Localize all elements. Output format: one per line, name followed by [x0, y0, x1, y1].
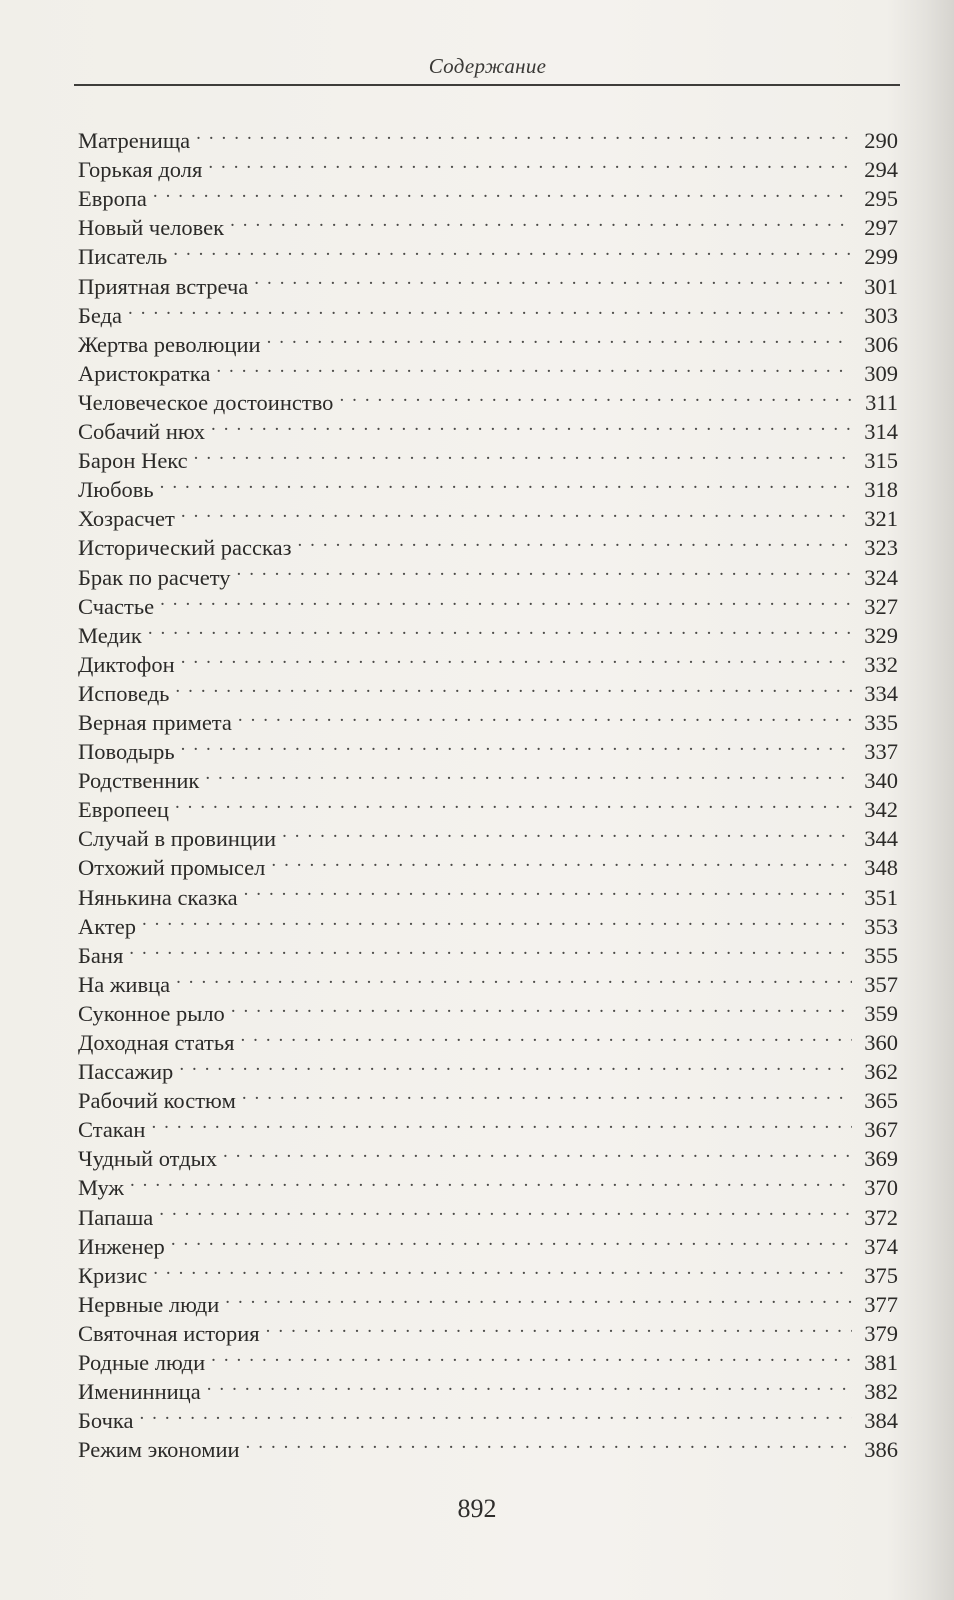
toc-entry-title: Жертва революции — [78, 331, 261, 357]
toc-entry-page: 303 — [864, 302, 898, 328]
toc-entry-page: 381 — [864, 1350, 898, 1376]
toc-dot-leader — [130, 1166, 852, 1195]
toc-dot-leader — [297, 526, 852, 555]
toc-entry-title: Поводырь — [78, 739, 175, 765]
toc-entry-page: 329 — [864, 622, 898, 648]
toc-entry-title: Баня — [78, 942, 124, 968]
toc-entry-title: Актер — [78, 913, 136, 939]
toc-entry-page: 299 — [864, 244, 898, 270]
running-header: Содержание — [428, 54, 547, 78]
toc-entry-page: 355 — [864, 942, 898, 968]
toc-entry — [78, 468, 898, 503]
toc-dot-leader — [238, 701, 852, 730]
toc-entry — [78, 905, 898, 939]
toc-entry — [78, 177, 898, 212]
toc-entry-title: Новый человек — [78, 215, 225, 241]
toc-entry-page: 367 — [864, 1117, 898, 1143]
toc-entry-page: 370 — [864, 1175, 898, 1201]
toc-entry — [78, 992, 898, 1026]
toc-entry-title: Хозрасчет — [78, 506, 175, 532]
toc-entry-page: 372 — [864, 1204, 898, 1230]
toc-entry-page: 332 — [864, 651, 898, 677]
toc-entry — [78, 1079, 898, 1114]
toc-dot-leader — [216, 352, 852, 381]
toc-dot-leader — [225, 1283, 852, 1312]
toc-entry — [78, 701, 898, 735]
toc-dot-leader — [231, 992, 852, 1021]
toc-entry — [78, 1283, 898, 1317]
toc-entry-title: Инженер — [78, 1233, 165, 1259]
toc-dot-leader — [267, 323, 852, 352]
toc-entry-page: 386 — [864, 1437, 898, 1463]
toc-entry-page: 375 — [864, 1262, 898, 1288]
toc-entry-page: 351 — [864, 884, 898, 910]
toc-entry-title: Режим экономии — [78, 1437, 240, 1463]
toc-entry-page: 369 — [864, 1146, 898, 1172]
toc-entry — [78, 1428, 898, 1463]
toc-entry-title: Кризис — [78, 1262, 148, 1288]
toc-dot-leader — [207, 1370, 852, 1399]
toc-entry-title: Аристократка — [78, 360, 211, 386]
toc-dot-leader — [160, 468, 852, 497]
toc-entry-page: 374 — [864, 1233, 898, 1259]
toc-entry-page: 344 — [864, 826, 898, 852]
toc-entry-page: 314 — [864, 419, 898, 445]
toc-entry-page: 384 — [864, 1408, 898, 1434]
toc-entry-title: Беда — [78, 302, 123, 328]
toc-entry-title: Отхожий промысел — [78, 855, 266, 881]
toc-dot-leader — [171, 1225, 852, 1254]
toc-entry-title: Писатель — [78, 244, 168, 270]
toc-dot-leader — [128, 294, 852, 323]
toc-entry-title: Случай в провинции — [78, 826, 277, 852]
toc-entry-title: Брак по расчету — [78, 564, 231, 590]
toc-dot-leader — [244, 875, 852, 904]
toc-entry-title: Матренища — [78, 128, 191, 154]
toc-entry-page: 337 — [864, 739, 898, 765]
toc-entry-title: Рабочий костюм — [78, 1088, 236, 1114]
toc-entry — [78, 672, 898, 706]
toc-dot-leader — [151, 1108, 852, 1137]
toc-entry-title: Верная примета — [78, 709, 232, 735]
toc-dot-leader — [254, 264, 852, 293]
toc-entry-title: Святочная история — [78, 1320, 260, 1346]
toc-entry-page: 315 — [864, 448, 898, 474]
toc-entry-title: Диктофон — [78, 651, 175, 677]
toc-entry-title: Барон Некс — [78, 448, 188, 474]
toc-entry — [78, 1050, 898, 1085]
toc-entry-page: 290 — [864, 128, 898, 154]
toc-entry-title: Родственник — [78, 768, 200, 794]
toc-dot-leader — [173, 235, 852, 264]
toc-entry — [78, 614, 898, 648]
toc-entry-title: Нянькина сказка — [78, 884, 238, 910]
page-number: 892 — [457, 1494, 497, 1523]
toc-dot-leader — [211, 410, 852, 439]
toc-entry-page: 335 — [864, 709, 898, 735]
toc-entry-page: 318 — [864, 477, 898, 503]
toc-entry — [78, 526, 898, 561]
toc-entry — [78, 1195, 898, 1230]
toc-entry-page: 294 — [864, 157, 898, 183]
toc-dot-leader — [266, 1312, 852, 1341]
toc-entry-title: Собачий нюх — [78, 419, 206, 445]
toc-entry-title: Родные люди — [78, 1350, 206, 1376]
toc-dot-leader — [208, 148, 852, 177]
toc-entry — [78, 148, 898, 183]
toc-entry-page: 360 — [864, 1030, 898, 1055]
toc-entry-title: Медик — [78, 622, 142, 648]
toc-entry-title: Папаша — [78, 1204, 154, 1230]
toc-entry-page: 295 — [864, 186, 898, 212]
toc-entry — [78, 1166, 898, 1201]
toc-dot-leader — [271, 846, 852, 875]
toc-dot-leader — [153, 1254, 852, 1283]
toc-entry — [78, 497, 898, 532]
toc-entry — [78, 294, 898, 328]
toc-entry — [78, 264, 898, 299]
toc-entry-title: Европа — [78, 186, 147, 212]
toc-entry — [78, 788, 898, 823]
toc-entry-page: 365 — [864, 1088, 898, 1114]
toc-entry-title: Нервные люди — [78, 1291, 220, 1317]
toc-entry — [78, 759, 898, 794]
toc-entry-title: Исторический рассказ — [78, 535, 292, 561]
toc-entry-page: 309 — [864, 360, 898, 386]
toc-entry-page: 301 — [864, 273, 898, 299]
toc-dot-leader — [159, 1195, 852, 1224]
toc-dot-leader — [194, 439, 852, 468]
toc-entry-page: 323 — [864, 535, 898, 561]
toc-dot-leader — [242, 1079, 852, 1108]
toc-entry-title: Счастье — [78, 593, 155, 619]
toc-entry-page: 324 — [864, 564, 898, 590]
toc-entry — [78, 323, 898, 357]
toc-entry-title: Человеческое достоинство — [78, 389, 334, 415]
toc-entry-title: Муж — [78, 1175, 124, 1201]
toc-entry-title: Именинница — [78, 1379, 201, 1405]
toc-entry-page: 334 — [864, 680, 898, 706]
toc-dot-leader — [181, 730, 852, 759]
toc-dot-leader — [181, 497, 852, 526]
toc-entry — [78, 1225, 898, 1259]
toc-dot-leader — [282, 817, 852, 846]
toc-entry-title: Пассажир — [78, 1059, 174, 1085]
toc-entry-title: Европеец — [78, 797, 169, 823]
toc-entry-page: 342 — [864, 797, 898, 823]
toc-entry — [78, 206, 898, 241]
toc-entry-title: Бочка — [78, 1408, 134, 1434]
toc-dot-leader — [179, 1050, 852, 1079]
toc-entry-page: 353 — [864, 913, 898, 939]
toc-entry — [78, 439, 898, 474]
toc-entry-title: Доходная статья — [78, 1030, 235, 1055]
toc-dot-leader — [148, 614, 852, 643]
toc-entry — [78, 1108, 898, 1143]
toc-entry-page: 377 — [864, 1291, 898, 1317]
toc-entry — [78, 934, 898, 968]
toc-dot-leader — [142, 905, 852, 934]
toc-entry-page: 297 — [864, 215, 898, 241]
table-of-contents — [78, 119, 898, 1463]
toc-dot-leader — [246, 1428, 852, 1457]
toc-entry-page: 348 — [864, 855, 898, 881]
toc-dot-leader — [153, 177, 852, 206]
toc-entry — [78, 643, 898, 677]
toc-entry — [78, 730, 898, 765]
toc-entry — [78, 235, 898, 270]
toc-entry-title: Исповедь — [78, 680, 170, 706]
toc-dot-leader — [196, 119, 852, 148]
toc-dot-leader — [205, 759, 852, 788]
toc-entry-title: Чудный отдых — [78, 1146, 218, 1172]
toc-entry-title: Любовь — [78, 477, 154, 503]
toc-dot-leader — [237, 555, 853, 584]
toc-entry-page: 379 — [864, 1320, 898, 1346]
toc-dot-leader — [181, 643, 852, 672]
toc-entry — [78, 585, 898, 619]
toc-dot-leader — [160, 585, 852, 614]
toc-entry — [78, 1137, 898, 1172]
toc-dot-leader — [175, 672, 852, 701]
toc-entry — [78, 1254, 898, 1288]
toc-dot-leader — [139, 1399, 852, 1428]
toc-entry-title: На живца — [78, 971, 171, 997]
toc-entry-page: 321 — [864, 506, 898, 532]
toc-entry-page: 311 — [865, 389, 898, 415]
toc-dot-leader — [211, 1341, 852, 1370]
toc-dot-leader — [129, 934, 852, 963]
toc-entry — [78, 817, 898, 852]
header-rule — [74, 84, 900, 86]
toc-entry-page: 382 — [864, 1379, 898, 1405]
toc-entry — [78, 119, 898, 154]
toc-dot-leader — [223, 1137, 852, 1166]
toc-entry-page: 357 — [864, 971, 898, 997]
toc-dot-leader — [230, 206, 852, 235]
toc-dot-leader — [175, 788, 852, 817]
toc-entry-page: 327 — [864, 593, 898, 619]
toc-entry-page: 359 — [864, 1000, 898, 1026]
toc-entry-page: 306 — [864, 331, 898, 357]
toc-entry-title: Приятная встреча — [78, 273, 249, 299]
toc-entry-title: Стакан — [78, 1117, 146, 1143]
toc-entry — [78, 963, 898, 997]
toc-entry-page: 340 — [864, 768, 898, 794]
toc-entry — [78, 1399, 898, 1434]
toc-dot-leader — [240, 1021, 852, 1050]
toc-entry-page: 362 — [864, 1059, 898, 1085]
toc-entry-title: Суконное рыло — [78, 1000, 225, 1026]
toc-dot-leader — [339, 381, 852, 410]
toc-dot-leader — [176, 963, 852, 992]
toc-entry-title: Горькая доля — [78, 157, 203, 183]
